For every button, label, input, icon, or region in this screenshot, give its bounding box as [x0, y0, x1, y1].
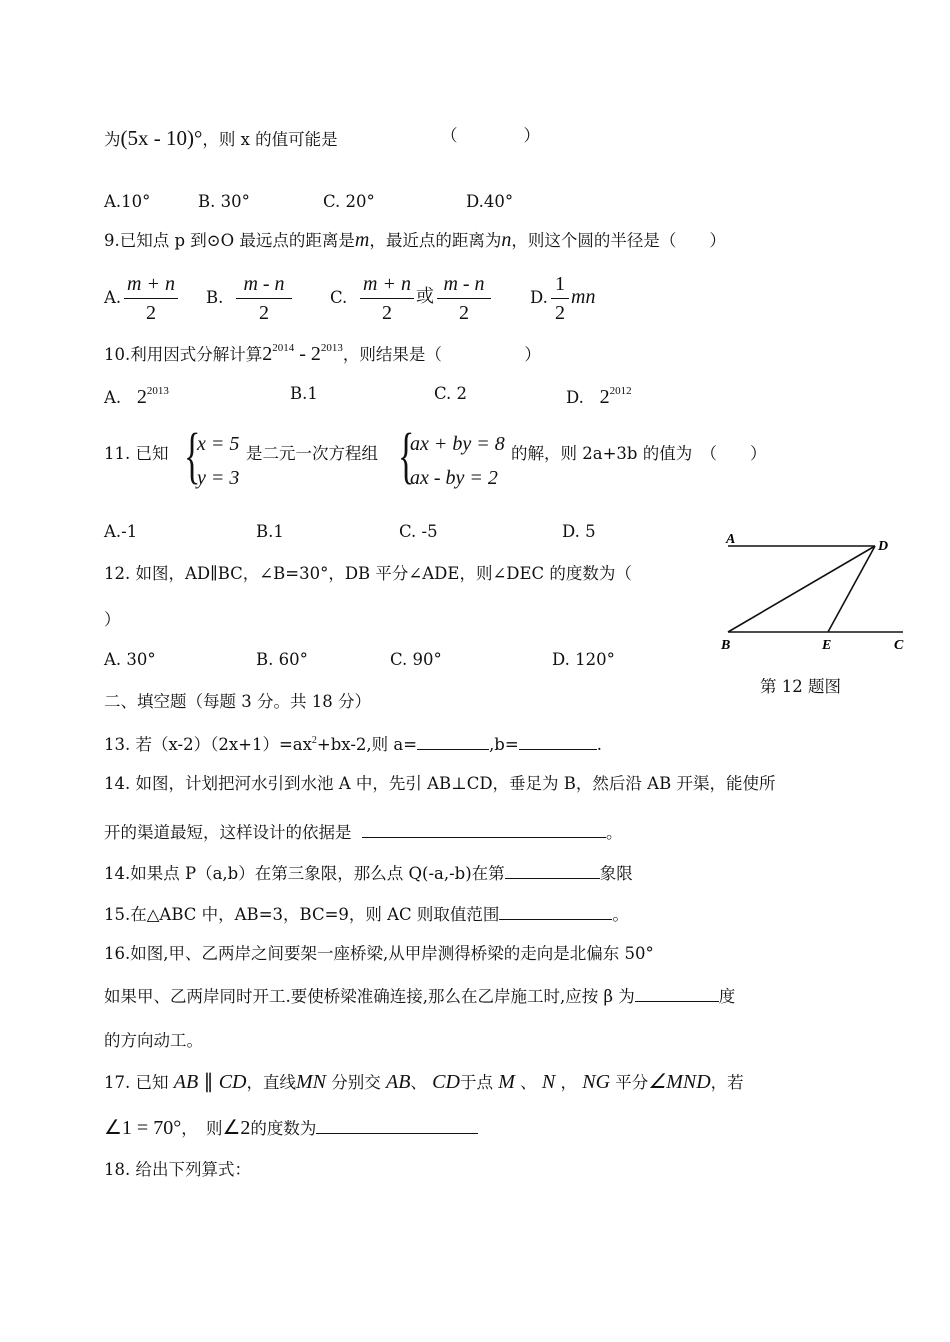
q10-base-2: 2	[310, 343, 321, 365]
q17-text-i: ，若	[710, 1073, 744, 1092]
q9-option-b-label: B.	[206, 288, 224, 307]
q9-b-denominator: 2	[259, 302, 269, 324]
q10-exponent-2: 2013	[320, 342, 343, 354]
q8-option-a: A.10°	[104, 192, 151, 211]
q13-text-d: .	[596, 735, 602, 754]
q8-tail	[104, 128, 338, 149]
q14-blank[interactable]	[362, 823, 606, 838]
q10-option-a-base: 2	[136, 386, 147, 408]
q9-option-d-mn: mn	[571, 286, 596, 308]
q13-sup: 2	[311, 735, 317, 746]
q9-option-c-label: C.	[330, 288, 348, 307]
q16-blank[interactable]	[635, 987, 719, 1002]
q10-base-1: 2	[262, 343, 273, 365]
q8-option-b: B. 30°	[198, 192, 250, 211]
q11-eq2: y = 3	[197, 467, 240, 489]
q9-option-d-fraction	[551, 274, 569, 323]
q9-option-c-or: 或	[416, 286, 434, 307]
q17-text-f: 、	[520, 1073, 537, 1092]
q17-angle-mnd: ∠MND	[648, 1071, 711, 1093]
label-a: A	[726, 532, 736, 547]
q11-brace-right: {	[398, 422, 415, 490]
q15-text-b: 。	[612, 905, 629, 924]
q10-option-d	[566, 386, 632, 407]
q10-stem	[104, 343, 541, 364]
q17-cd: CD	[218, 1071, 247, 1093]
q9-var-m: m	[354, 229, 370, 251]
q17-text-a: 17. 已知	[104, 1073, 169, 1092]
q8-answer-paren: （ ）	[441, 126, 540, 145]
q17-line1	[104, 1072, 744, 1092]
q8-expression: (5x - 10)°	[120, 126, 203, 150]
q17-m: M	[498, 1071, 515, 1093]
q8-prefix: 为	[104, 130, 121, 149]
q11-option-b: B.1	[256, 522, 284, 541]
q17-mn: MN	[295, 1071, 326, 1093]
label-b: B	[721, 638, 731, 653]
q16-line2-unit: 度	[718, 987, 736, 1006]
q12-option-a: A. 30°	[104, 650, 156, 669]
q9-option-a-label: A.	[104, 288, 122, 307]
label-d: D	[878, 539, 889, 554]
q9-c2-denominator: 2	[459, 302, 469, 324]
q11-mid: 是二元一次方程组	[246, 444, 378, 463]
q12-option-b: B. 60°	[256, 650, 308, 669]
q10-option-a	[104, 386, 169, 407]
q9-b-numerator: m - n	[243, 273, 285, 295]
q13-text-a: 13. 若（x-2）（2x+1）=ax	[104, 735, 312, 754]
q8-suffix: ，则 x 的值可能是	[202, 130, 338, 149]
q12-stem: 12. 如图，AD∥BC，∠B=30°，DB 平分∠ADE，则∠DEC 的度数为（	[104, 564, 632, 583]
q17-parallel: ∥	[203, 1071, 214, 1093]
q14-end: 。	[606, 823, 623, 842]
q9-c2-numerator: m - n	[443, 273, 485, 295]
q17-angle1: ∠1 = 70°	[104, 1117, 182, 1139]
q12-figure-caption: 第 12 题图	[760, 677, 841, 696]
q17-text-e: 于点	[459, 1073, 493, 1092]
q14-line1: 14. 如图，计划把河水引到水池 A 中，先引 AB⊥CD，垂足为 B，然后沿 AB 开渠，能使所	[104, 774, 776, 793]
q17-n: N	[541, 1071, 556, 1093]
q17-ab: AB	[173, 1071, 199, 1093]
q9-option-a-fraction	[124, 274, 178, 323]
q17-angle2: ∠2	[222, 1117, 251, 1139]
q9-stem	[104, 230, 726, 250]
q9-stem-b: ，最近点的距离为	[369, 231, 502, 250]
q15	[104, 905, 629, 924]
q9-a-numerator: m + n	[127, 273, 175, 295]
q14b-text-b: 象限	[599, 864, 633, 883]
q11-eq4: ax - by = 2	[410, 467, 498, 489]
q13-blank-a[interactable]	[417, 735, 489, 750]
q15-blank[interactable]	[499, 905, 612, 920]
q14b	[104, 864, 633, 883]
q9-option-d-label: D.	[530, 288, 548, 307]
q16-line2-text: 如果甲、乙两岸同时开工.要使桥梁准确连接,那么在乙岸施工时,应按 β 为	[104, 987, 635, 1006]
q9-var-n: n	[501, 229, 512, 251]
q11-brace-left: {	[184, 422, 201, 490]
q17-blank[interactable]	[316, 1119, 478, 1134]
q15-text-a: 15.在△ABC 中，AB=3，BC=9，则 AC 则取值范围	[104, 905, 500, 924]
q9-stem-c: ，则这个圆的半径是（ ）	[511, 231, 726, 250]
q10-stem-text: 10.利用因式分解计算	[104, 345, 263, 364]
label-c: C	[894, 638, 904, 653]
q10-option-b: B.1	[290, 384, 318, 403]
q11-tail: 的解，则 2a+3b 的值为 （ ）	[511, 444, 767, 463]
q14-line2	[104, 823, 623, 842]
q17-text-d: 、	[410, 1073, 427, 1092]
q13-text-b: +bx-2,则 a=	[316, 735, 418, 754]
q10-minus: -	[294, 343, 311, 365]
q9-c1-numerator: m + n	[363, 273, 411, 295]
q8-option-c: C. 20°	[323, 192, 375, 211]
q9-d-numerator: 1	[555, 273, 565, 295]
q16-line3: 的方向动工。	[104, 1031, 203, 1050]
q9-option-c-fraction-2	[437, 274, 491, 323]
q12-option-d: D. 120°	[552, 650, 615, 669]
q17-text-h: 平分	[615, 1073, 649, 1092]
q14b-blank[interactable]	[505, 864, 600, 879]
q10-option-a-exp: 2013	[146, 385, 169, 397]
q18: 18. 给出下列算式：	[104, 1160, 251, 1179]
q11-option-c: C. -5	[399, 522, 438, 541]
q10-option-d-label: D.	[566, 388, 584, 407]
q9-stem-a: 9.已知点 p 到⊙O 最远点的距离是	[104, 231, 355, 250]
q13	[104, 735, 602, 754]
q9-option-c-fraction-1	[360, 274, 414, 323]
q11-option-a: A.-1	[104, 522, 138, 541]
q10-option-c: C. 2	[434, 384, 468, 403]
q11-option-d: D. 5	[562, 522, 596, 541]
q10-exponent-1: 2014	[272, 342, 295, 354]
q11-eq3: ax + by = 8	[410, 433, 505, 455]
q17-line2	[104, 1118, 478, 1138]
q17-text-g: ，	[560, 1073, 577, 1092]
q17-cd2: CD	[432, 1071, 460, 1093]
q12-option-c: C. 90°	[390, 650, 442, 669]
q8-option-d: D.40°	[466, 192, 514, 211]
label-e: E	[822, 638, 832, 653]
q10-option-d-base: 2	[599, 386, 610, 408]
line-bd	[728, 546, 875, 632]
q10-option-d-exp: 2012	[609, 385, 632, 397]
q11-label: 11. 已知	[104, 444, 169, 463]
q17-text-then: ， 则	[181, 1119, 223, 1138]
q12-figure	[718, 528, 918, 658]
q13-blank-b[interactable]	[519, 735, 597, 750]
q17-text-degree: 的度数为	[250, 1119, 317, 1138]
q9-c1-denominator: 2	[382, 302, 392, 324]
q16-line1: 16.如图,甲、乙两岸之间要架一座桥梁,从甲岸测得桥梁的走向是北偏东 50°	[104, 944, 654, 963]
q17-text-b: ，直线	[246, 1073, 296, 1092]
q9-option-b-fraction	[236, 274, 292, 323]
q9-d-denominator: 2	[555, 302, 565, 324]
q14b-text-a: 14.如果点 P（a,b）在第三象限，那么点 Q(-a,-b)在第	[104, 864, 505, 883]
q17-ab2: AB	[385, 1071, 411, 1093]
section-2-heading: 二、填空题（每题 3 分。共 18 分）	[104, 692, 371, 711]
q10-option-a-label: A.	[104, 388, 122, 407]
q11-eq1: x = 5	[197, 433, 240, 455]
q16-line2	[104, 987, 735, 1006]
q12-close-paren: ）	[104, 610, 121, 629]
q10-tail: ，则结果是（ ）	[342, 345, 541, 364]
q17-text-c: 分别交	[331, 1073, 381, 1092]
q13-text-c: ,b=	[489, 735, 519, 754]
q9-a-denominator: 2	[146, 302, 156, 324]
q17-ng: NG	[582, 1071, 611, 1093]
q14-line2-text: 开的渠道最短，这样设计的依据是	[104, 823, 352, 842]
